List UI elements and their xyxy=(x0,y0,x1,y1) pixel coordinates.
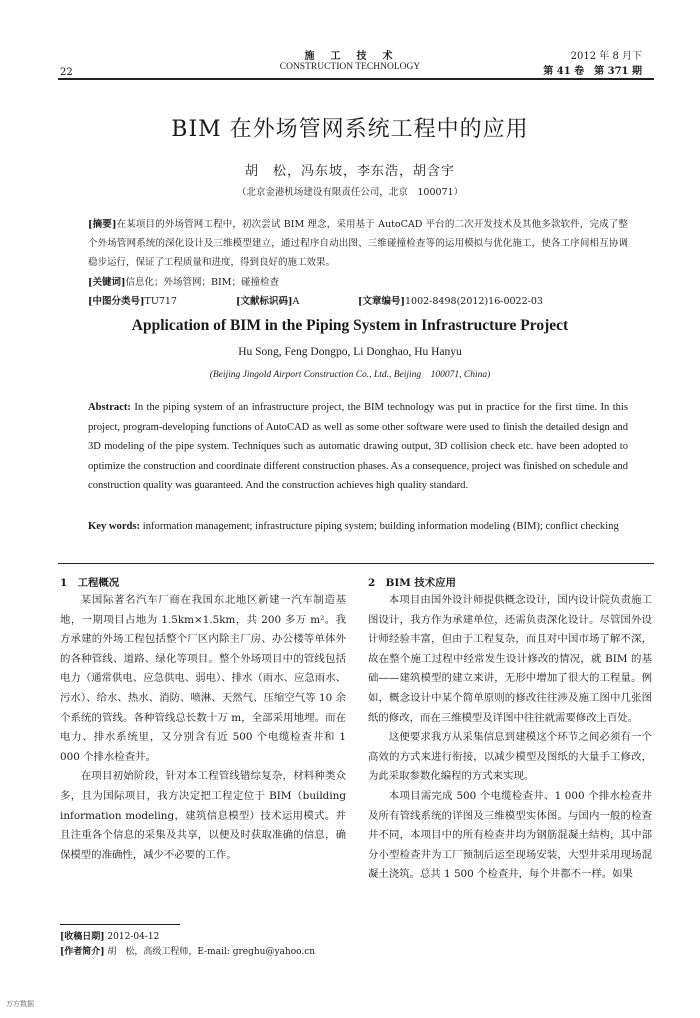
page-number: 22 xyxy=(60,67,73,78)
abstract-cn-text: 在某项目的外场管网工程中，初次尝试 BIM 理念，采用基于 AutoCAD 平台的二次开发技术及其他多款软件，完成了整个外场管网系统的深化设计及三维模型建立，通过程序自动出图、三维碰撞检查等的运用模拟与优化施工，使各工序间相互协调稳步运行，保证了工程质量和进度，得到良好的施工效果。 xyxy=(88,219,628,268)
paper-title-cn: BIM 在外场管网系统工程中的应用 xyxy=(171,117,529,142)
article-number: [文章编号]1002-8498(2012)16-0022-03 xyxy=(358,296,543,307)
affiliation-cn: （北京金港机场建设有限责任公司，北京 100071） xyxy=(236,187,464,198)
section-1-body xyxy=(60,591,346,865)
watermark: 万方数据 xyxy=(6,1000,34,1008)
keywords-en-label: Key words: xyxy=(88,521,141,532)
authors-en: Hu Song, Feng Dongpo, Li Donghao, Hu Hanyu xyxy=(238,346,462,358)
keywords-en-text: information management; infrastructure piping system; building information modeling (BIM); conflict checking xyxy=(142,521,619,532)
affiliation-en: (Beijing Jingold Airport Construction Co., Ltd., Beijing 100071, China) xyxy=(209,370,491,380)
section-1 xyxy=(60,574,346,865)
section-2 xyxy=(368,574,652,885)
footnote-rule xyxy=(60,924,180,925)
doc-code: [文献标识码]A xyxy=(236,296,300,307)
keywords-cn xyxy=(88,273,628,292)
abstract-rule xyxy=(58,563,654,564)
section-2-body xyxy=(368,591,652,885)
keywords-cn-text: 信息化；外场管网；BIM；碰撞检查 xyxy=(125,277,279,288)
abstract-en-text: In the piping system of an infrastructure project, the BIM technology was put in practice for the first time. In this project, program-developing functions of AutoCAD as well as some other software were used to finish the detailed design and 3D modeling of the pipe system. Techniques such as automatic drawing output, 3D collision check etc. have been adopted to optimize the construction and coordinate different construction phases. As a consequence, project was finished on schedule and construction quality was guaranteed. And the construction achieves high quality standard. xyxy=(88,402,628,492)
footnote xyxy=(60,930,315,960)
paragraph: 在项目初始阶段，针对本工程管线错综复杂，材料种类众多，且为国际项目，我方决定把工程定位于 BIM（building information modeling，建筑信息模型）技术运用模式。并且注重各个信息的采集及共享，以便及时获取准确的信息，确保模型的准确性，减少不必要的工作。 xyxy=(60,770,346,861)
paragraph: 本项目由国外设计师提供概念设计，国内设计院负责施工图设计，我方作为承建单位，还需负责深化设计。尽管国外设计师经验丰富，但由于工程复杂，而且对中国市场了解不深，故在整个施工过程中经常发生设计修改的情况，就 BIM 的基础——建筑模型的建立来讲，无形中增加了很大的工程量。例如，概念设计中某个简单原则的修改往往涉及施工图中几张图纸的修改，而在三维模型及详图中往往就需要修改上百处。 xyxy=(368,594,652,724)
section-2-heading: 2 BIM 技术应用 xyxy=(368,577,456,589)
received-date: [收稿日期] 2012-04-12 xyxy=(60,932,160,942)
journal-name-cn: 施 工 技 术 xyxy=(304,51,396,62)
header-rule xyxy=(58,78,654,80)
abstract-cn-label: [摘要] xyxy=(88,219,117,230)
journal-name-en: CONSTRUCTION TECHNOLOGY xyxy=(279,62,421,72)
authors-cn: 胡 松，冯东坡，李东浩，胡含宇 xyxy=(244,164,455,179)
paper-title-en: Application of BIM in the Piping System in Infrastructure Project xyxy=(131,317,569,334)
paragraph: 某国际著名汽车厂商在我国东北地区新建一汽车制造基地，一期项目占地为 1.5km×1.5km，共 200 多万 m²。我方承建的外场工程包括整个厂区内除主厂房、办公楼等单体外的各种管线、道路、绿化等项目。整个外场项目中的管线包括电力（通常供电、应急供电、弱电）、排水（雨水、应急雨水、污水）、给水、热水、消防、喷淋、天然气、压缩空气等 10 余个系统的管线。各种管线总长数十万 m，全部采用地埋。而在电力、排水系统里，又分别含有近 500 个电缆检查井和 1 000 个排水检查井。 xyxy=(60,594,346,763)
abstract-en-label: Abstract: xyxy=(88,402,131,413)
clc-number: [中图分类号]TU717 xyxy=(88,296,177,307)
author-bio: [作者简介] 胡 松，高级工程师，E-mail: greghu@yahoo.cn xyxy=(60,947,316,957)
abstract-en xyxy=(88,398,628,496)
volume-issue: 第 41 卷 第 371 期 xyxy=(543,66,642,77)
paragraph: 本项目需完成 500 个电缆检查井、1 000 个排水检查井及所有管线系统的详图及三维模型实体图。与国内一般的检查井不同，本项目中的所有检查井均为钢筋混凝土结构，其中部分小型检查井为工厂预制后运至现场安装，大型井采用现场混凝土浇筑。总共 1 500 个检查井，每个井都不一样。如果 xyxy=(368,789,652,881)
abstract-cn xyxy=(88,215,628,272)
issue-date: 2012 年 8 月下 xyxy=(570,51,642,62)
section-1-heading: 1 工程概况 xyxy=(60,577,120,589)
keywords-en xyxy=(88,517,628,537)
keywords-cn-label: [关键词] xyxy=(88,277,126,288)
paragraph: 这便要求我方从采集信息到建模这个环节之间必须有一个高效的方式来进行衔接，以减少模型及图纸的大量手工修改，为此采取参数化编程的方式来实现。 xyxy=(368,731,652,783)
